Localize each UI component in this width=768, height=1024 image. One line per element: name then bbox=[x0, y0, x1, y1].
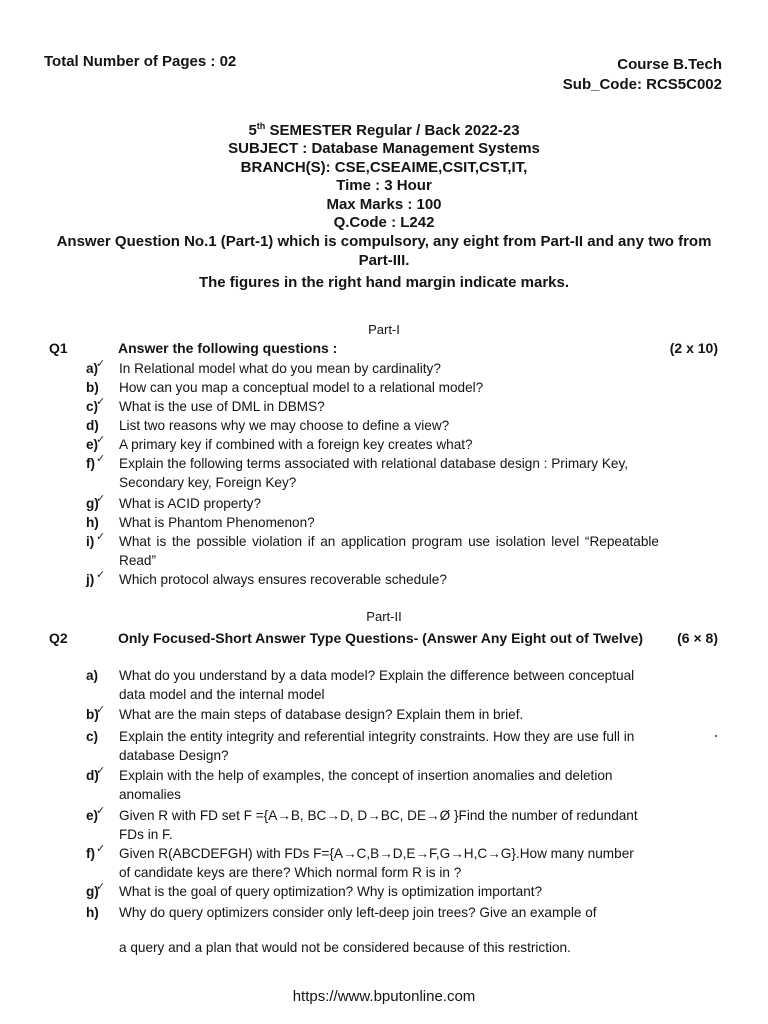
item-label: j) ✓ bbox=[86, 570, 112, 589]
item-text: What is Phantom Phenomenon? bbox=[119, 515, 315, 530]
branch-line: BRANCH(S): CSE,CSEAIME,CSIT,CST,IT, bbox=[240, 158, 528, 176]
item-text: Explain the following terms associated with relational database design : Primary Key, Secondary key, Foreign Key? bbox=[119, 456, 629, 491]
item-text: How can you map a conceptual model to a relational model? bbox=[119, 380, 484, 395]
part-1-title: Part-I bbox=[368, 322, 400, 337]
item-text: What is the use of DML in DBMS? bbox=[119, 399, 325, 414]
item-text: What is the possible violation if an application program use isolation level “Repeatable Read” bbox=[119, 534, 659, 569]
item-label: c) ✓ bbox=[86, 397, 112, 416]
footer-url: https://www.bputonline.com bbox=[292, 988, 476, 1005]
subject-code: Sub_Code: RCS5C002 bbox=[562, 76, 722, 93]
question-text: Answer the following questions : bbox=[118, 340, 338, 356]
item-label: f) ✓ bbox=[86, 844, 112, 863]
item-label: b) bbox=[86, 380, 99, 395]
question-number: Q1 bbox=[49, 340, 68, 356]
item-label: f) ✓ bbox=[86, 454, 112, 473]
question-text: Only Focused-Short Answer Type Questions- (Answer Any Eight out of Twelve) bbox=[118, 630, 644, 646]
item-text: A primary key if combined with a foreign key creates what? bbox=[119, 437, 473, 452]
item-text: Explain the entity integrity and referential integrity constraints. How they are use full in database Design? bbox=[119, 729, 635, 764]
exam-header bbox=[40, 117, 728, 293]
item-text: Why do query optimizers consider only left-deep join trees? Give an example of bbox=[119, 905, 597, 920]
item-label: d) bbox=[86, 418, 99, 433]
item-label: c) bbox=[86, 729, 99, 744]
item-text: What is the goal of query optimization? Why is optimization important? bbox=[119, 884, 543, 899]
item-label: a) ✓ bbox=[86, 359, 112, 378]
subject-line: SUBJECT : Database Management Systems bbox=[228, 140, 540, 158]
max-marks-line: Max Marks : 100 bbox=[326, 195, 442, 213]
stray-mark bbox=[715, 735, 717, 737]
item-text: Given R(ABCDEFGH) with FDs F={A→C,B→D,E→F,G→H,C→G}.How many number of candidate keys are there? Which normal form R is in ? bbox=[119, 846, 634, 881]
item-text: Explain with the help of examples, the concept of insertion anomalies and deletion anomalies bbox=[119, 768, 613, 803]
item-label: g) ✓ bbox=[86, 882, 112, 901]
course-name: Course B.Tech bbox=[617, 56, 722, 73]
item-label: b) ✓ bbox=[86, 705, 112, 724]
item-text: In Relational model what do you mean by cardinality? bbox=[119, 361, 441, 376]
course-info bbox=[563, 55, 722, 95]
instruction-line: Answer Question No.1 (Part-1) which is compulsory, any eight from Part-II and any two from Part-III. bbox=[56, 233, 712, 269]
item-label: e) ✓ bbox=[86, 435, 112, 454]
item-text: List two reasons why we may choose to define a view? bbox=[119, 418, 450, 433]
question-marks: (6 × 8) bbox=[677, 630, 718, 646]
item-label: h) bbox=[86, 515, 99, 530]
item-text: Which protocol always ensures recoverable schedule? bbox=[119, 572, 447, 587]
item-label: d) ✓ bbox=[86, 766, 112, 785]
item-text: Given R with FD set F ={A→B, BC→D, D→BC, DE→Ø }Find the number of redundant FDs in F. bbox=[119, 808, 638, 843]
question-number: Q2 bbox=[49, 630, 68, 646]
question-marks: (2 x 10) bbox=[669, 340, 718, 356]
item-text: What do you understand by a data model? Explain the difference between conceptual data model and the internal model bbox=[119, 668, 635, 703]
item-label: i) ✓ bbox=[86, 532, 112, 551]
total-pages: Total Number of Pages : 02 bbox=[44, 53, 237, 70]
exam-paper-page: Total Number of Pages : 02 Course B.Tech Sub_Code: RCS5C002 5th SEMESTER Regular / Back 2022-23 SUBJECT : Database Management Systems BRANCH(S): CSE,CSEAIME,CSIT,CST,IT, Time : 3 Hour Max Marks : 100 Q.Code : L242 Answer Question No.1 (Part-1) which is compulsory, any eight from Part-II and any two from Part-III. The figures in the right hand margin indicate marks. Part-I Q1 Answer the following questions : (2 x 10) a) ✓ In Relational model what do you mean by cardinality? b) How can you map a conceptual model to a relational model? c) ✓ What is the use of DML in DBMS? d) List two reasons why we may choose to define a view? e) ✓ A primary key if combined with a foreign key creates what? f) ✓ Explain the following terms associated with relational database design : Primary Key, Secondary key, Foreign Key? g) ✓ What is ACID property? h) What is Phantom Phenomenon? i) ✓ What is the possible violation if an application program use isolation level “Repeatable Read” j) ✓ Which protocol always ensures recoverable schedule? Part-II Q2 Only Focused-Short Answer Type Questions- (Answer Any Eight out of Twelve) (6 × 8) a) What do you understand by a data model? Explain the difference between conceptual data model and the internal model b) ✓ What are the main steps of database design? Explain them in brief. c) Explain the entity integrity and referential integrity constraints. How they are use full in database Design? d) ✓ Explain with the help of examples, the concept of insertion anomalies and deletion anomalies e) ✓ Given R with FD set F ={A→B, BC→D, D→BC, DE→Ø }Find the number of redundant FDs in F. f) ✓ Given R(ABCDEFGH) with FDs F={A→C,B→D,E→F,G→H,C→G}.How many number of candidate keys are there? Which normal form R is in ? g) ✓ What is the goal of query optimization? Why is optimization important? h) Why do query optimizers consider only left-deep join trees? Give an example of a query and a plan that would not be considered because of this restriction. https://www.bputonline.com bbox=[0, 0, 768, 1024]
item-label: e) ✓ bbox=[86, 806, 112, 825]
semester-line: 5th SEMESTER Regular / Back 2022-23 bbox=[248, 121, 520, 139]
item-label: h) bbox=[86, 905, 99, 920]
item-label: a) bbox=[86, 668, 99, 683]
time-line: Time : 3 Hour bbox=[336, 177, 432, 195]
margin-note-line: The figures in the right hand margin indicate marks. bbox=[198, 274, 570, 292]
item-text: What are the main steps of database design? Explain them in brief. bbox=[119, 707, 524, 722]
item-label: g) ✓ bbox=[86, 494, 112, 513]
part-2-title: Part-II bbox=[366, 609, 402, 624]
item-text: What is ACID property? bbox=[119, 496, 262, 511]
qcode-line: Q.Code : L242 bbox=[333, 214, 435, 232]
